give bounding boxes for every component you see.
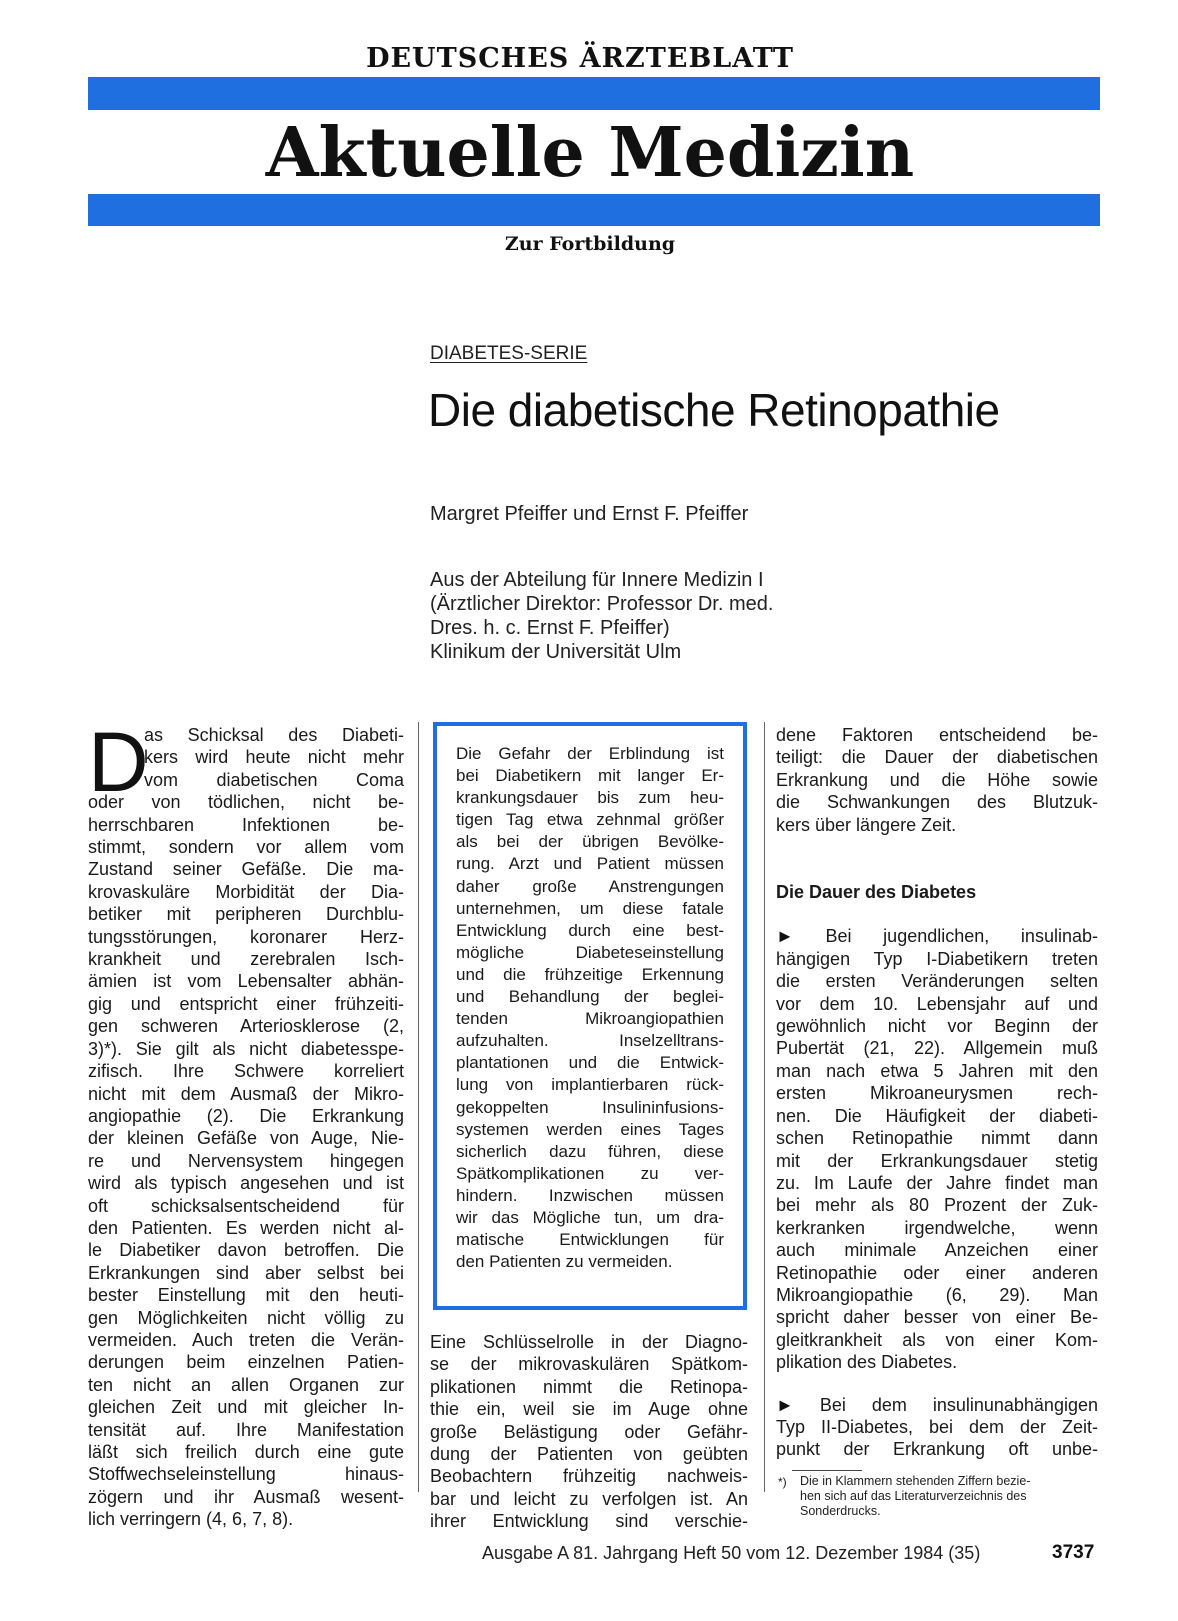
affiliation-line: (Ärztlicher Direktor: Professor Dr. med. [430, 593, 774, 615]
text-line: stimmt, sondern vor allem vom [88, 837, 404, 858]
text-line: Mikroangiopathie (6, 29). Man [776, 1284, 1098, 1305]
blue-band-bottom [88, 194, 1100, 226]
text-line: Eine Schlüsselrolle in der Diagno- [430, 1332, 748, 1352]
text-line: krankungsdauer bis zum heu- [456, 788, 724, 808]
text-line: man nach etwa 5 Jahren mit den [776, 1060, 1098, 1081]
series-label: DIABETES-SERIE [430, 343, 588, 364]
text-line: plikationen nimmt die Retinopa- [430, 1376, 748, 1397]
text-span: Bei dem insulinunabhängigen [819, 1394, 1098, 1415]
text-line: lung von implantierbaren rück- [456, 1075, 724, 1095]
authors: Margret Pfeiffer und Ernst F. Pfeiffer [430, 503, 749, 525]
text-line: Retinopathie oder einer anderen [776, 1262, 1098, 1283]
issue-info: Ausgabe A 81. Jahrgang Heft 50 vom 12. Dezember 1984 (35) [482, 1543, 981, 1563]
section-subhead: Die Dauer des Diabetes [776, 882, 977, 903]
text-line: matische Entwicklungen für [456, 1230, 724, 1250]
text-line: Erkrankungen sind aber selbst bei [88, 1262, 404, 1283]
text-line: dung der Patienten von geübten [430, 1444, 748, 1465]
text-span: Bei jugendlichen, insulinab- [825, 926, 1098, 947]
text-line: gleitkrankheit als von einer Kom- [776, 1329, 1098, 1350]
text-line: gen schweren Arteriosklerose (2, [88, 1016, 404, 1037]
text-line: wir das Mögliche tun, um dra- [456, 1207, 724, 1227]
text-line: tungsstörungen, koronarer Herz- [88, 926, 404, 947]
text-line: re und Nervensystem hingegen [88, 1150, 404, 1171]
text-line [776, 1394, 1098, 1416]
body-column-1 [88, 715, 404, 1531]
text-line: Die Gefahr der Erblindung ist [456, 744, 724, 763]
text-line: unternehmen, um diese fatale [456, 898, 724, 918]
text-line: se der mikrovaskulären Spätkom- [430, 1354, 748, 1375]
text-line: mögliche Diabeteseinstellung [456, 942, 724, 962]
text-line: tensität auf. Ihre Manifestation [88, 1419, 404, 1440]
text-line: läßt sich freilich durch eine gute [88, 1442, 404, 1462]
text-line: plikation des Diabetes. [776, 1352, 958, 1373]
text-line: die Schwankungen des Blutzuk- [776, 792, 1098, 813]
text-line: auch minimale Anzeichen einer [776, 1240, 1098, 1261]
text-line: Typ II-Diabetes, bei dem der Zeit- [776, 1416, 1098, 1437]
text-line: dene Faktoren entscheidend be- [776, 725, 1098, 745]
text-line: Pubertät (21, 22). Allgemein muß [776, 1038, 1098, 1059]
text-line: ämien ist vom Lebensalter abhän- [88, 971, 404, 992]
text-line: Spätkomplikationen zu ver- [456, 1163, 724, 1183]
text-line: der kleinen Gefäße von Auge, Nie- [88, 1128, 404, 1149]
text-line: gewöhnlich nicht vor Beginn der [776, 1016, 1098, 1037]
footnote-rule [792, 1470, 862, 1471]
text-line: vermeiden. Auch treten die Verän- [88, 1329, 404, 1350]
affiliation [430, 568, 773, 664]
footnote-mark: *) [778, 1475, 787, 1489]
text-line: krovaskuläre Morbidität der Dia- [88, 881, 404, 902]
text-line: Erkrankung und die Höhe sowie [776, 769, 1098, 790]
text-line: derungen beim einzelnen Patien- [88, 1352, 404, 1373]
text-line: 3)*). Sie gilt als nicht diabetesspe- [88, 1038, 404, 1059]
text-line: punkt der Erkrankung oft unbe- [776, 1439, 1098, 1460]
highlight-box-text [456, 743, 724, 1273]
text-line: oft schicksalsentscheidend für [88, 1195, 404, 1216]
text-line: kers wird heute nicht mehr [144, 747, 404, 768]
text-line: sicherlich dazu führen, diese [456, 1141, 724, 1161]
text-line: betiker mit peripheren Durchblu- [88, 904, 404, 925]
column-divider [418, 722, 419, 1492]
bullet-arrow-icon: ► [776, 1394, 794, 1415]
footnote-text [800, 1474, 1100, 1519]
text-line: zu. Im Laufe der Jahre findet man [776, 1172, 1098, 1193]
text-line: kers über längere Zeit. [776, 814, 957, 835]
text-line: hängigen Typ I-Diabetikern treten [776, 948, 1098, 969]
text-line: vom diabetischen Coma [144, 769, 404, 790]
body-column-2 [430, 1331, 748, 1533]
blue-band-top [88, 77, 1100, 110]
text-line: le Diabetiker davon betroffen. Die [88, 1240, 404, 1261]
section-title: Aktuelle Medizin [265, 113, 915, 193]
text-line: gekoppelten Insulininfusions- [456, 1097, 724, 1117]
text-line: gleichen Zeit und mit gleicher In- [88, 1397, 404, 1418]
text-line [776, 925, 1098, 947]
text-line: wird als typisch angesehen und ist [88, 1173, 404, 1194]
affiliation-line: Klinikum der Universität Ulm [430, 641, 682, 663]
text-line: Stoffwechseleinstellung hinaus- [88, 1464, 404, 1485]
masthead: DEUTSCHES ÄRZTEBLATT [366, 43, 794, 74]
text-line: gig und entspricht einer frühzeiti- [88, 993, 404, 1014]
article-title: Die diabetische Retinopathie [428, 384, 1000, 436]
body-column-3 [776, 724, 1098, 1461]
text-line: zifisch. Ihre Schwere korreliert [88, 1061, 404, 1082]
text-line: angiopathie (2). Die Erkrankung [88, 1105, 404, 1126]
text-line: lich verringern (4, 6, 7, 8). [88, 1509, 294, 1530]
page-number: 3737 [1052, 1542, 1095, 1563]
text-line: Zustand seiner Gefäße. Die ma- [88, 859, 404, 880]
text-line: den Patienten. Es werden nicht al- [88, 1217, 404, 1238]
text-line: ersten Mikroaneurysmen rech- [776, 1083, 1098, 1104]
text-line: teiligt: die Dauer der diabetischen [776, 747, 1098, 768]
text-line: tigen Tag etwa zehnmal größer [456, 810, 724, 830]
affiliation-line: Aus der Abteilung für Innere Medizin I [430, 569, 764, 591]
text-line: oder von tödlichen, nicht be- [88, 792, 404, 813]
text-line: bei mehr als 80 Prozent der Zuk- [776, 1195, 1098, 1216]
text-line: große Belästigung oder Gefähr- [430, 1421, 748, 1442]
text-line: vor dem 10. Lebensjahr auf und [776, 993, 1098, 1014]
text-line: schen Retinopathie nimmt dann [776, 1128, 1098, 1149]
text-line: Entwicklung durch eine best- [456, 920, 724, 940]
text-line: gen Möglichkeiten nicht völlig zu [88, 1307, 404, 1328]
text-line: und Behandlung der beglei- [456, 987, 724, 1007]
text-line: aufzuhalten. Inselzelltrans- [456, 1031, 724, 1051]
text-line: rung. Arzt und Patient müssen [456, 854, 724, 874]
footnote-line: hen sich auf das Literaturverzeichnis des [800, 1489, 1027, 1503]
drop-cap: D [88, 715, 149, 809]
footnote-line: Sonderdrucks. [800, 1504, 881, 1518]
text-line: und die frühzeitige Erkennung [456, 964, 724, 984]
footnote-line: Die in Klammern stehenden Ziffern bezie- [800, 1474, 1031, 1488]
text-line: bar und leicht zu verfolgen ist. An [430, 1488, 748, 1509]
text-line: daher große Anstrengungen [456, 876, 724, 896]
text-line: systemen werden eines Tages [456, 1119, 724, 1139]
text-line: plantationen und die Entwick- [456, 1053, 724, 1073]
text-line: bei Diabetikern mit langer Er- [456, 766, 724, 786]
text-line: krankheit und zerebralen Isch- [88, 949, 404, 970]
text-line: herrschbaren Infektionen be- [88, 814, 404, 835]
text-line: die ersten Veränderungen selten [776, 971, 1098, 992]
column-divider [764, 722, 765, 1492]
text-line: ten nicht an allen Organen zur [88, 1374, 404, 1395]
bullet-arrow-icon: ► [776, 926, 794, 947]
text-line: spricht daher besser von einer Be- [776, 1307, 1098, 1328]
text-line: nen. Die Häufigkeit der diabeti- [776, 1105, 1098, 1126]
text-line: den Patienten zu vermeiden. [456, 1252, 673, 1272]
affiliation-line: Dres. h. c. Ernst F. Pfeiffer) [430, 617, 670, 639]
text-line: als bei der übrigen Bevölke- [456, 832, 724, 852]
text-line: nicht mit dem Ausmaß der Mikro- [88, 1083, 404, 1104]
subsection-label: Zur Fortbildung [504, 233, 676, 255]
text-line: thie ein, weil sie im Auge ohne [430, 1399, 748, 1420]
text-line: Beobachtern frühzeitig nachweis- [430, 1466, 748, 1487]
text-line: bester Einstellung mit den heuti- [88, 1285, 404, 1306]
text-line: mit der Erkrankungsdauer stetig [776, 1150, 1098, 1171]
text-line: ihrer Entwicklung sind verschie- [430, 1511, 748, 1532]
text-line: zögern und ihr Ausmaß wesent- [88, 1486, 404, 1507]
text-line: hindern. Inzwischen müssen [456, 1185, 724, 1205]
text-line: kerkranken irgendwelche, wenn [776, 1217, 1098, 1238]
text-line: as Schicksal des Diabeti- [144, 725, 404, 745]
text-line: tenden Mikroangiopathien [456, 1009, 724, 1029]
